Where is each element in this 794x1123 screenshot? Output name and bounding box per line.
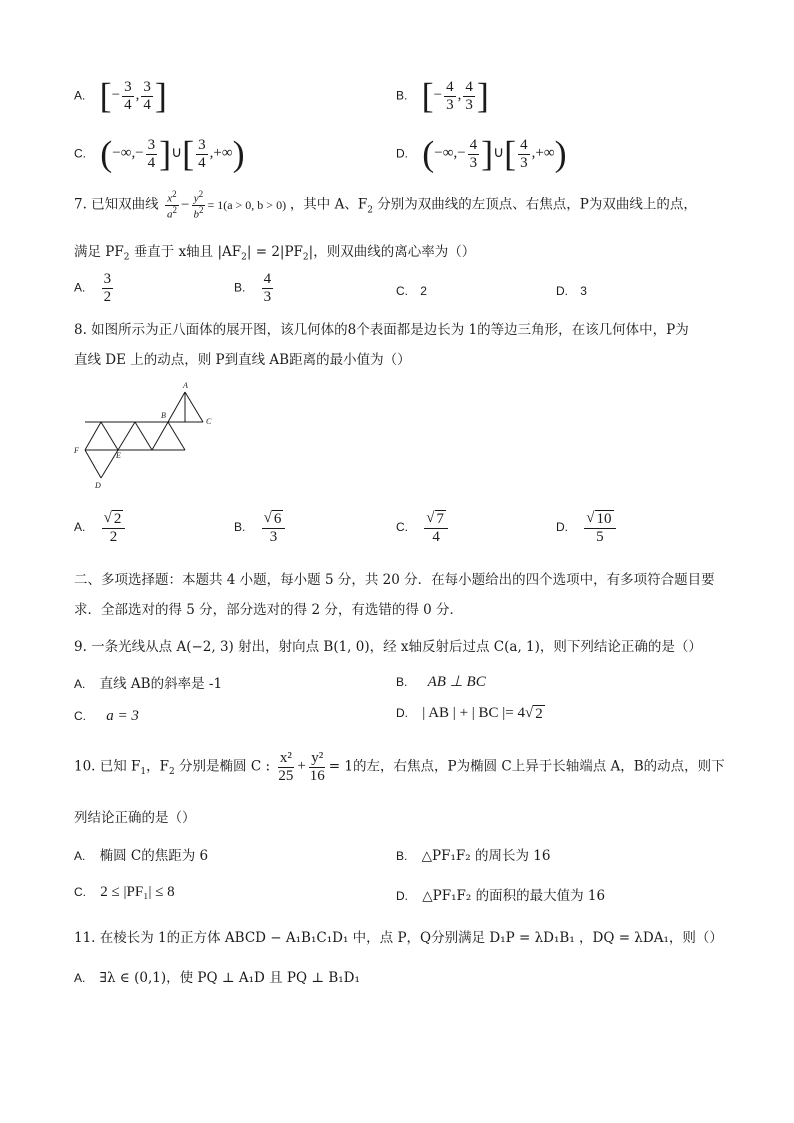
q9-option-d: D. | AB | + | BC |= 4√ 2: [396, 705, 543, 722]
q6-option-a: A. [− $\frac{3}{4}$ , $\frac{3}{4}$ ]: [74, 76, 167, 116]
q6-option-d: D. (−∞,− $\frac{4}{3}$ ]∪[ $\frac{4}{3}$ ,+∞): [396, 134, 567, 174]
q7-stem-line2: 满足 $PF_2$ 垂直于 x轴且 $|AF_2| = 2|PF_2|$，则双曲线的离心率为（）: [74, 244, 476, 263]
q8-stem-line2: 直线 DE 上的动点，则 P到直线 AB距离的最小值为（）: [74, 352, 411, 368]
q7-option-d: D. 3: [556, 284, 587, 298]
q6-option-b: B. [− $\frac{4}{3}$ , $\frac{4}{3}$ ]: [396, 76, 489, 116]
q10-stem-line2: 列结论正确的是（）: [74, 810, 196, 826]
q8-option-c: C. √ 7 4: [396, 510, 450, 545]
vertex-label-c: C: [206, 417, 212, 426]
section2-heading-line2: 求．全部选对的得 5 分，部分选对的得 2 分，有选错的得 0 分．: [74, 602, 464, 618]
q9-stem: 9. 一条光线从点 A(−2, 3) 射出，射向点 B(1, 0)，经 x轴反射后过点 C(a, 1)，则下列结论正确的是（）: [74, 639, 702, 655]
q10-option-d: D. △PF₁F₂ 的面积的最大值为 16: [396, 888, 606, 904]
section2-heading-line1: 二、多项选择题：本题共 4 小题，每小题 5 分，共 20 分．在每小题给出的四个选项中，有多项符合题目要: [74, 572, 715, 588]
q11-option-a: A. ∃λ ∈ (0,1)，使 PQ ⊥ A₁D 且 PQ ⊥ B₁D₁: [74, 970, 360, 986]
q8-option-a: A. √ 2 2: [74, 510, 127, 545]
vertex-label-a: A: [183, 381, 188, 390]
q7-option-c: C. 2: [396, 284, 427, 298]
q7-stem-line1: 7. 已知双曲线 $\frac{x^2}{a^2}$ − $\frac{y^2}{b^2}$ = 1(a > 0, b > 0) ，其中 A、$F_2$ 分别为双曲线的左顶点、右焦点，P为双曲线上的点，: [74, 189, 697, 221]
vertex-label-d: D: [95, 481, 101, 490]
q10-option-a: A. 椭圆 C的焦距为 6: [74, 848, 209, 864]
q7-option-a: A. $\frac{3}{2}$: [74, 271, 112, 305]
option-label: B.: [396, 88, 408, 103]
q10-option-b: B. △PF₁F₂ 的周长为 16: [396, 848, 551, 864]
q8-option-b: B. √ 6 3: [234, 510, 287, 545]
q8-option-d: D. √ 10 5: [556, 510, 618, 545]
q8-stem-line1: 8. 如图所示为正八面体的展开图，该几何体的8个表面都是边长为 1的等边三角形，在该几何体中，P为: [74, 322, 689, 338]
q10-option-c: C. 2 ≤ |PF₁| ≤ 8: [74, 884, 175, 900]
q9-option-c: C. a = 3: [74, 708, 139, 724]
option-label: A.: [74, 88, 86, 103]
q6-option-c: C. (−∞,− $\frac{3}{4}$ ]∪[ $\frac{3}{4}$ ,+∞): [74, 134, 245, 174]
option-label: D.: [396, 146, 408, 161]
vertex-label-b: B: [161, 411, 166, 420]
option-label: C.: [74, 146, 86, 161]
q7-option-b: B. $\frac{4}{3}$: [234, 271, 272, 305]
q10-stem-line1: 10. 已知 $F_1$，$F_2$ 分别是椭圆 C : $\frac{\text{x²}}{25}$ + $\frac{\text{y²}}{16}$ = 1的左，右焦点，P为椭圆 C上异于长轴端点 A，B的动点，则下: [74, 750, 725, 784]
vertex-label-f: F: [74, 446, 79, 455]
q9-option-a: A. 直线 AB的斜率是 -1: [74, 676, 223, 692]
octahedron-net-diagram: [70, 378, 220, 493]
q11-stem: 11. 在棱长为 1的正方体 ABCD − A₁B₁C₁D₁ 中，点 P，Q分别满足 D₁P = λD₁B₁ ，DQ = λDA₁，则（）: [74, 930, 723, 946]
q9-option-b: B. AB ⊥ BC: [396, 674, 486, 690]
vertex-label-e: E: [116, 451, 121, 460]
